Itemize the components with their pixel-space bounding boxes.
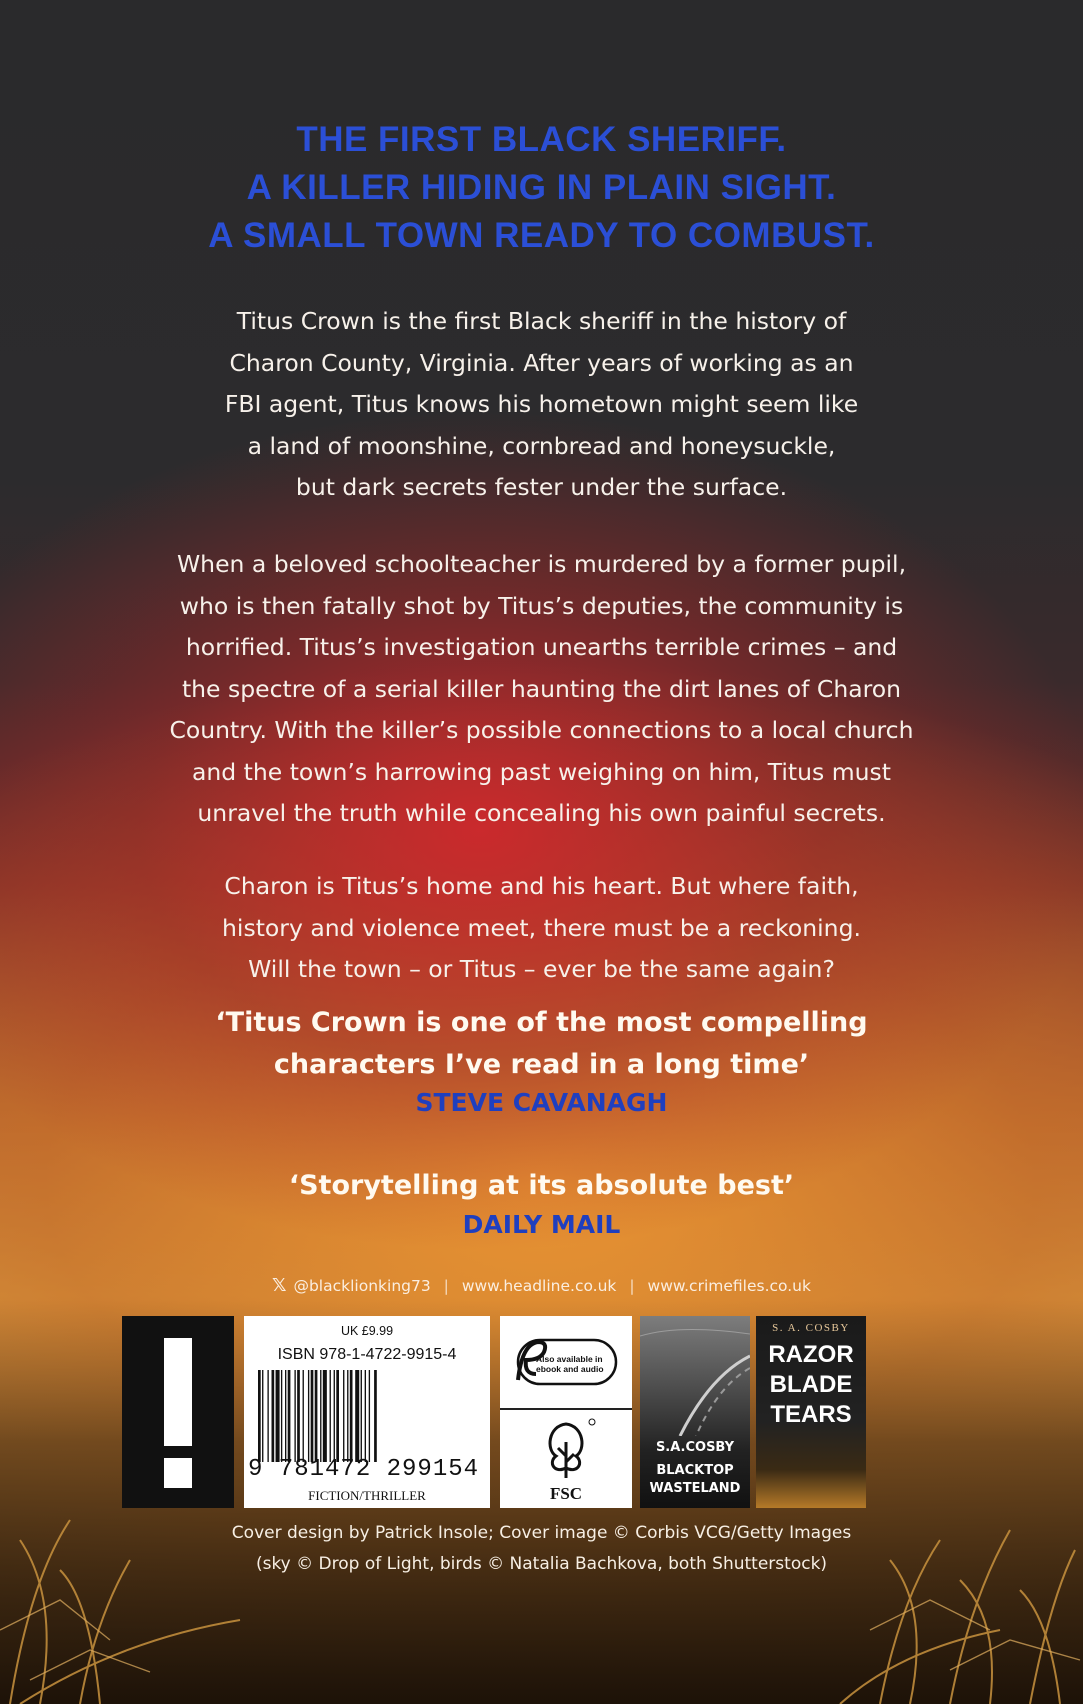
blurb-paragraph-3 bbox=[60, 866, 1023, 991]
barcode-stripe bbox=[288, 1370, 291, 1462]
genre-label: FICTION/THRILLER bbox=[308, 1488, 426, 1503]
quote-line: characters I’ve read in a long time’ bbox=[273, 1049, 810, 1080]
blurb-line: Charon is Titus’s home and his heart. But where faith, bbox=[224, 872, 859, 900]
barcode-stripe bbox=[350, 1370, 353, 1462]
barcode-stripe bbox=[323, 1370, 327, 1462]
barcode-stripe bbox=[315, 1370, 318, 1462]
blurb-line: but dark secrets fester under the surface. bbox=[295, 473, 788, 501]
exclamation-bar bbox=[164, 1338, 192, 1446]
barcode-stripe bbox=[361, 1370, 362, 1462]
fsc-tree-icon bbox=[534, 1416, 598, 1482]
blurb-line: and the town’s harrowing past weighing on him, Titus must bbox=[192, 757, 891, 786]
blurb-line: When a beloved schoolteacher is murdered by a former pupil, bbox=[176, 550, 907, 578]
book-author: S.A.COSBY bbox=[655, 1440, 735, 1455]
book-title bbox=[756, 1340, 866, 1430]
barcode-stripe bbox=[369, 1370, 370, 1462]
barcode-stripe bbox=[294, 1370, 295, 1462]
quote-line: ‘Titus Crown is one of the most compelling bbox=[215, 1007, 868, 1038]
barcode-icon bbox=[258, 1370, 480, 1462]
barcode-stripe bbox=[281, 1370, 282, 1462]
blurb-line: horrified. Titus’s investigation unearths terrible crimes – and bbox=[185, 633, 898, 661]
cover-credits-line-2: (sky © Drop of Light, birds © Natalia Bachkova, both Shutterstock) bbox=[255, 1554, 828, 1574]
blurb-line: Country. With the killer’s possible connections to a local church bbox=[169, 716, 914, 744]
blurb-paragraph-2 bbox=[60, 544, 1023, 835]
blurb-line: unravel the truth while concealing his own painful secrets. bbox=[197, 799, 886, 827]
barcode-stripe bbox=[297, 1370, 300, 1462]
blurb-line: a land of moonshine, cornbread and honeysuckle, bbox=[247, 431, 836, 460]
barcode-panel bbox=[244, 1316, 490, 1508]
barcode-stripe bbox=[308, 1370, 309, 1462]
barcode-number: 9 781472 299154 bbox=[248, 1456, 480, 1483]
tagline-line: A KILLER HIDING IN PLAIN SIGHT. bbox=[246, 168, 837, 207]
barcode-stripe bbox=[285, 1370, 286, 1462]
barcode-stripe bbox=[343, 1370, 344, 1462]
review-attribution-2: DAILY MAIL bbox=[462, 1210, 621, 1239]
tagline bbox=[0, 116, 1083, 260]
exclamation-logo bbox=[122, 1316, 234, 1508]
blurb-line: who is then fatally shot by Titus’s deputies, the community is bbox=[179, 591, 904, 620]
publisher-links bbox=[0, 1275, 1083, 1296]
barcode-stripe bbox=[374, 1370, 377, 1462]
blurb-line: the spectre of a serial killer haunting the dirt lanes of Charon bbox=[181, 674, 902, 703]
book-title-line: TEARS bbox=[770, 1401, 852, 1428]
barcode-stripe bbox=[303, 1370, 304, 1462]
blurb-paragraph-1 bbox=[60, 301, 1023, 509]
barcode-stripe bbox=[330, 1370, 331, 1462]
book-title-line: BLADE bbox=[769, 1371, 853, 1398]
quote-line: ‘Storytelling at its absolute best’ bbox=[288, 1170, 795, 1201]
tagline-line: A SMALL TOWN READY TO COMBUST. bbox=[208, 216, 875, 255]
isbn-label: ISBN 978-1-4722-9915-4 bbox=[277, 1346, 457, 1363]
book-title bbox=[640, 1462, 750, 1498]
book-title-line: WASTELAND bbox=[649, 1481, 741, 1496]
barcode-stripe bbox=[336, 1370, 339, 1462]
exclamation-dot bbox=[164, 1458, 192, 1488]
barcode-stripe bbox=[262, 1370, 263, 1462]
website-link-headline: www.headline.co.uk bbox=[461, 1277, 617, 1295]
blurb-line: Charon County, Virginia. After years of working as an bbox=[229, 348, 854, 377]
blurb-line: history and violence meet, there must be a reckoning. bbox=[222, 913, 861, 942]
link-separator: | bbox=[629, 1277, 635, 1295]
barcode-stripe bbox=[334, 1370, 335, 1462]
barcode-stripe bbox=[320, 1370, 321, 1462]
tagline-line: THE FIRST BLACK SHERIFF. bbox=[296, 120, 787, 159]
website-link-crimefiles: www.crimefiles.co.uk bbox=[647, 1277, 811, 1295]
panel-divider bbox=[500, 1408, 632, 1410]
road-illustration bbox=[640, 1316, 750, 1436]
blurb-line: Will the town – or Titus – ever be the same again? bbox=[248, 955, 835, 983]
barcode-stripe bbox=[311, 1370, 314, 1462]
book-title-line: RAZOR bbox=[768, 1341, 854, 1368]
barcode-stripe bbox=[355, 1370, 359, 1462]
barcode-stripe bbox=[267, 1370, 268, 1462]
social-handle: @blacklionking73 bbox=[293, 1277, 431, 1295]
barcode-stripe bbox=[272, 1370, 275, 1462]
book-author: S. A. COSBY bbox=[772, 1322, 850, 1334]
blurb-line: Titus Crown is the first Black sheriff in the history of bbox=[236, 307, 847, 335]
price-label: UK £9.99 bbox=[340, 1324, 394, 1338]
barcode-stripe bbox=[258, 1370, 261, 1462]
review-quote-2 bbox=[0, 1165, 1083, 1207]
book-cover-razor-blade-tears bbox=[756, 1316, 866, 1508]
barcode-stripe bbox=[276, 1370, 280, 1462]
cover-credits-line-1: Cover design by Patrick Insole; Cover image © Corbis VCG/Getty Images bbox=[231, 1523, 852, 1543]
link-separator: | bbox=[443, 1277, 449, 1295]
blurb-line: FBI agent, Titus knows his hometown might seem like bbox=[224, 390, 859, 418]
book-title-line: BLACKTOP bbox=[656, 1463, 734, 1478]
book-cover-blacktop-wasteland bbox=[640, 1316, 750, 1508]
review-attribution-1: STEVE CAVANAGH bbox=[415, 1088, 668, 1117]
x-logo-icon: 𝕏 bbox=[272, 1275, 287, 1296]
availability-panel bbox=[500, 1316, 632, 1508]
review-quote-1 bbox=[0, 1002, 1083, 1086]
fsc-label: FSC bbox=[549, 1484, 583, 1503]
ebook-availability-text: Also available in ebook and audio bbox=[536, 1354, 604, 1374]
barcode-stripe bbox=[365, 1370, 366, 1462]
barcode-stripe bbox=[347, 1370, 348, 1462]
